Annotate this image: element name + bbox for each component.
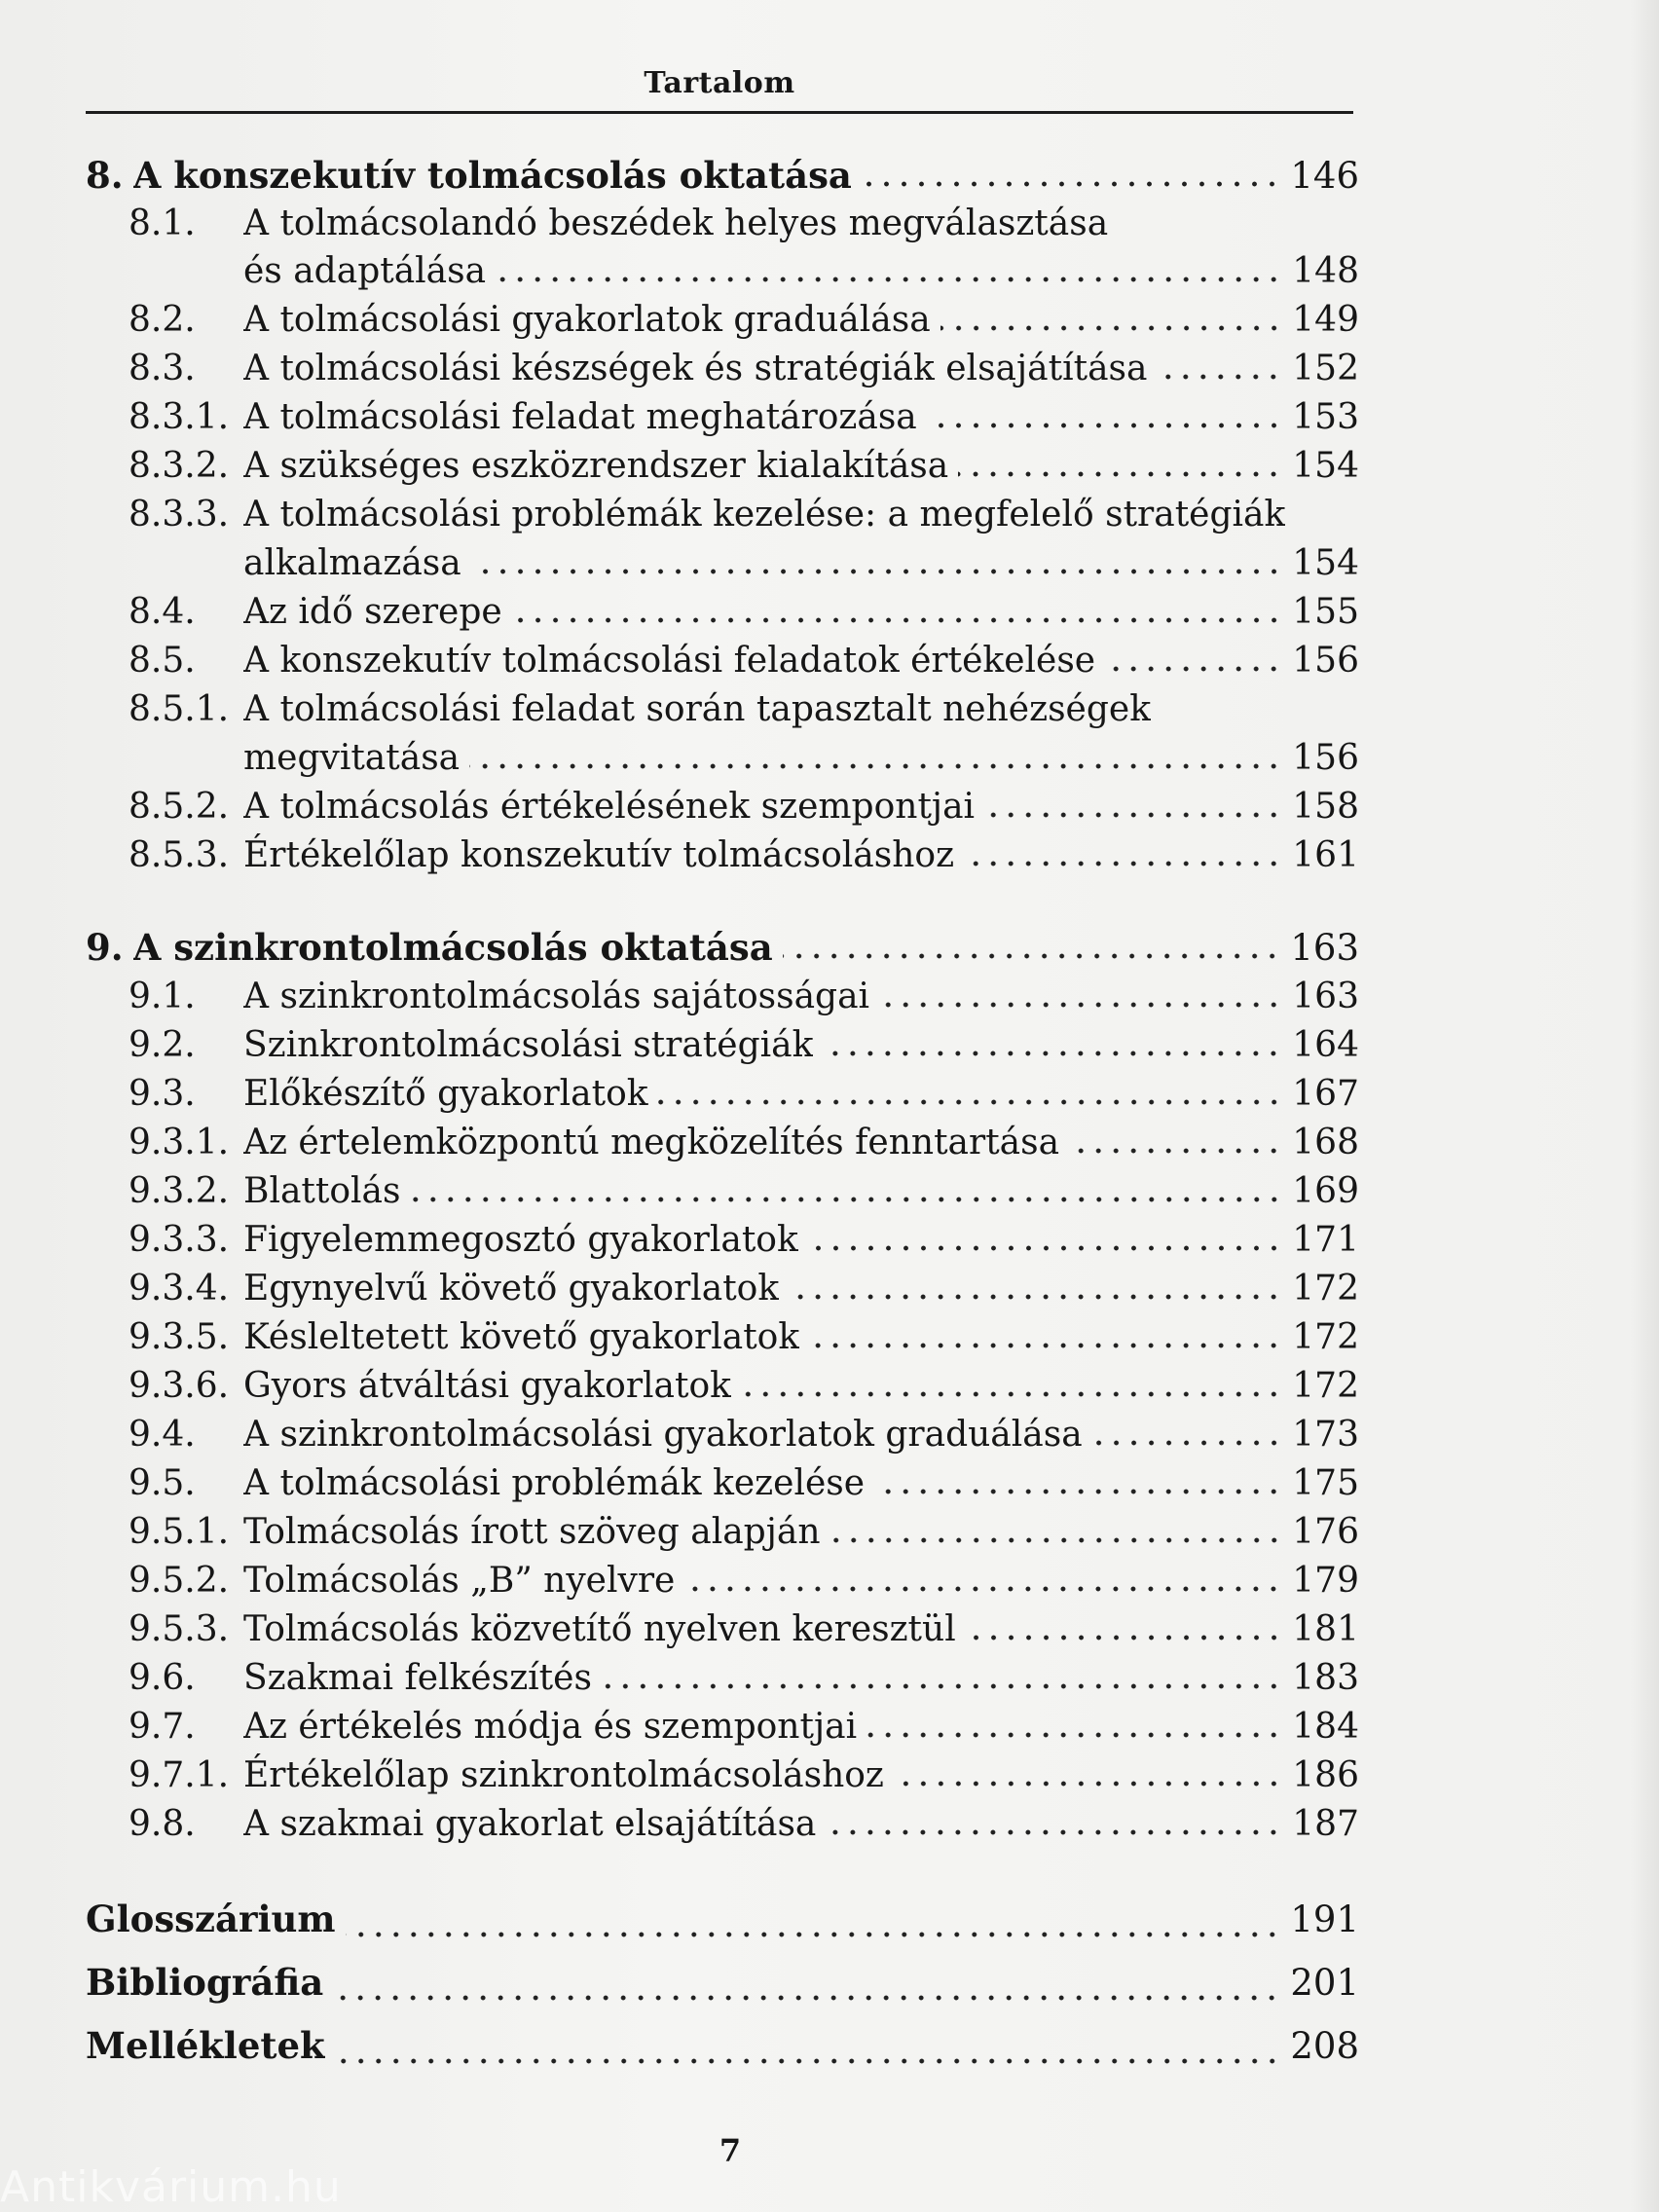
toc-page: 154	[1292, 543, 1359, 583]
toc-title: Előkészítő gyakorlatok	[243, 1074, 648, 1114]
toc-entry	[86, 783, 1359, 831]
toc-title: Glosszárium	[86, 1898, 336, 1940]
dot-leader	[789, 1294, 1282, 1300]
toc-entry	[86, 588, 1359, 637]
dot-leader	[684, 1586, 1282, 1592]
toc-entry	[86, 1021, 1359, 1070]
toc-title: A tolmácsolási problémák kezelése	[243, 1463, 866, 1503]
running-header: Tartalom	[644, 66, 795, 100]
toc-page: 172	[1292, 1317, 1359, 1357]
toc-number: 8.5.3.	[129, 835, 230, 875]
dot-leader	[469, 763, 1282, 769]
toc-title: A tolmácsolás értékelésének szempontjai	[243, 787, 976, 827]
toc-number: 8.5.	[129, 641, 196, 681]
toc-title: A szakmai gyakorlat elsajátítása	[243, 1804, 817, 1844]
toc-page: 156	[1292, 641, 1359, 681]
toc-entry	[86, 1751, 1359, 1800]
toc-page: 183	[1292, 1658, 1359, 1698]
toc-number: 9.4.	[129, 1415, 196, 1455]
dot-leader	[958, 471, 1282, 477]
dot-leader	[512, 617, 1283, 623]
toc-number: 9.3.5.	[129, 1317, 230, 1357]
toc-page: 152	[1292, 349, 1359, 388]
page-edge-shadow	[1630, 0, 1659, 2212]
toc-page: 163	[1290, 927, 1359, 969]
toc-title: Az idő szerepe	[243, 592, 502, 632]
dot-leader	[741, 1391, 1282, 1397]
toc-title: A tolmácsolási problémák kezelése: a megfelelő stratégiák	[243, 495, 1286, 535]
dot-leader	[783, 953, 1281, 959]
toc-entry	[86, 1411, 1359, 1459]
toc-entry	[86, 345, 1359, 393]
toc-title: Értékelőlap konszekutív tolmácsoláshoz	[243, 835, 955, 875]
dot-leader	[808, 1245, 1282, 1251]
toc-number: 8.3.2.	[129, 446, 230, 486]
toc-page: 179	[1292, 1561, 1359, 1601]
dot-leader	[471, 569, 1283, 574]
toc-title: Blattolás	[243, 1171, 401, 1211]
dot-leader	[411, 1197, 1283, 1202]
toc-entry	[86, 1605, 1359, 1654]
toc-entry	[86, 1313, 1359, 1362]
toc-title: A tolmácsolandó beszédek helyes megválasztása	[243, 203, 1109, 243]
toc-entry	[86, 491, 1359, 539]
toc-page: 169	[1292, 1171, 1359, 1211]
toc-entry	[86, 1216, 1359, 1265]
toc-page: 149	[1292, 300, 1359, 340]
toc-entry	[86, 637, 1359, 685]
dot-leader	[826, 1829, 1282, 1835]
toc-number: 9.7.1.	[129, 1755, 230, 1795]
toc-page: 173	[1292, 1415, 1359, 1455]
toc-entry-continuation	[86, 247, 1359, 296]
toc-title: A szinkrontolmácsolás oktatása	[132, 926, 773, 969]
toc-title: Egynyelvű követő gyakorlatok	[243, 1269, 780, 1309]
toc-entry	[86, 973, 1359, 1021]
dot-leader	[823, 1051, 1282, 1056]
toc-entry	[86, 1362, 1359, 1411]
toc-entry	[86, 393, 1359, 442]
toc-number: 9.3.1.	[129, 1123, 230, 1162]
toc-page: 161	[1292, 835, 1359, 875]
toc-title: A tolmácsolási készségek és stratégiák elsajátítása	[243, 349, 1148, 388]
watermark-text: Antikvárium.hu	[0, 2162, 342, 2212]
toc-entry-continuation	[86, 734, 1359, 783]
toc-number: 9.5.2.	[129, 1561, 230, 1601]
dot-leader	[866, 1732, 1282, 1738]
toc-number: 9.7.	[129, 1707, 196, 1747]
toc-number: 9.5.3.	[129, 1609, 230, 1649]
toc-title: A szükséges eszközrendszer kialakítása	[243, 446, 949, 486]
dot-leader	[874, 1489, 1282, 1494]
toc-entry	[86, 296, 1359, 345]
toc-page: 172	[1292, 1366, 1359, 1406]
dot-leader	[335, 2058, 1281, 2064]
toc-title: Gyors átváltási gyakorlatok	[243, 1366, 731, 1406]
dot-leader	[1069, 1148, 1282, 1154]
toc-number: 8.3.3.	[129, 495, 230, 535]
toc-page: 176	[1292, 1512, 1359, 1552]
dot-leader	[333, 1995, 1280, 2001]
toc-title-continuation: és adaptálása	[243, 251, 487, 291]
toc-appendices	[86, 2014, 1359, 2078]
dot-leader	[966, 1635, 1283, 1641]
toc-number: 9.5.	[129, 1463, 196, 1503]
toc-page: 146	[1290, 155, 1359, 197]
toc-title: A tolmácsolási feladat során tapasztalt nehézségek	[243, 689, 1152, 729]
toc-entry	[86, 201, 1359, 247]
toc-number: 9.2.	[129, 1025, 196, 1065]
toc-number: 8.5.1.	[129, 689, 230, 729]
dot-leader	[602, 1683, 1282, 1689]
toc-entry	[86, 1459, 1359, 1508]
toc-page: 168	[1292, 1123, 1359, 1162]
dot-leader	[809, 1343, 1282, 1348]
toc-entry	[86, 831, 1359, 880]
toc-number: 9.	[86, 926, 124, 969]
toc-page: 153	[1292, 397, 1359, 437]
toc-title: Bibliográfia	[86, 1961, 324, 2004]
toc-page: 191	[1290, 1899, 1359, 1940]
toc-title: Az értékelés módja és szempontjai	[243, 1707, 858, 1747]
toc-title: Tolmácsolás írott szöveg alapján	[243, 1512, 821, 1552]
toc-title: Mellékletek	[86, 2024, 325, 2067]
toc-title: A tolmácsolási feladat meghatározása	[243, 397, 917, 437]
toc-page: 184	[1292, 1707, 1359, 1747]
toc-page: 167	[1292, 1074, 1359, 1114]
toc-entry	[86, 1119, 1359, 1167]
toc-page: 154	[1292, 446, 1359, 486]
toc-number: 9.3.3.	[129, 1220, 230, 1260]
toc-number: 9.6.	[129, 1658, 196, 1698]
dot-leader	[346, 1932, 1281, 1937]
toc-title: Szakmai felkészítés	[243, 1658, 592, 1698]
toc-title: Figyelemmegosztó gyakorlatok	[243, 1220, 798, 1260]
toc-number: 9.3.	[129, 1074, 196, 1114]
dot-leader	[894, 1781, 1282, 1787]
toc-number: 9.3.6.	[129, 1366, 230, 1406]
toc-glossary	[86, 1888, 1359, 1951]
toc-page: 187	[1292, 1804, 1359, 1844]
toc-page: 181	[1292, 1609, 1359, 1649]
toc-entry	[86, 1070, 1359, 1119]
toc-number: 9.5.1.	[129, 1512, 230, 1552]
page-number: 7	[719, 2132, 742, 2169]
toc-chapter-8	[86, 151, 1359, 201]
toc-title: A szinkrontolmácsolás sajátosságai	[243, 977, 870, 1016]
toc-number: 8.2.	[129, 300, 196, 340]
dot-leader	[496, 276, 1282, 282]
dot-leader	[984, 812, 1282, 818]
toc-page: 163	[1292, 977, 1359, 1016]
table-of-contents	[86, 151, 1359, 2078]
dot-leader	[964, 861, 1282, 866]
toc-number: 8.3.	[129, 349, 196, 388]
toc-number: 8.1.	[129, 203, 196, 243]
toc-title: Tolmácsolás „B” nyelvre	[243, 1561, 676, 1601]
toc-number: 8.5.2.	[129, 787, 230, 827]
toc-number: 9.1.	[129, 977, 196, 1016]
toc-page: 201	[1290, 1962, 1359, 2004]
toc-entry	[86, 1167, 1359, 1216]
toc-page: 175	[1292, 1463, 1359, 1503]
toc-number: 9.3.4.	[129, 1269, 230, 1309]
toc-entry	[86, 1703, 1359, 1751]
toc-title-continuation: alkalmazása	[243, 543, 461, 583]
dot-leader	[927, 423, 1283, 428]
toc-number: 9.8.	[129, 1804, 196, 1844]
toc-title: A konszekutív tolmácsolás oktatása	[132, 154, 852, 197]
dot-leader	[1157, 374, 1282, 380]
toc-title-continuation: megvitatása	[243, 738, 461, 778]
toc-number: 8.4.	[129, 592, 196, 632]
toc-bibliography	[86, 1951, 1359, 2014]
toc-page: 148	[1292, 251, 1359, 291]
toc-title: Az értelemközpontú megközelítés fenntartása	[243, 1123, 1060, 1162]
toc-page: 172	[1292, 1269, 1359, 1309]
toc-entry	[86, 442, 1359, 491]
dot-leader	[658, 1099, 1283, 1105]
toc-page: 208	[1290, 2025, 1359, 2067]
toc-entry	[86, 1508, 1359, 1557]
toc-page: 158	[1292, 787, 1359, 827]
toc-number: 9.3.2.	[129, 1171, 230, 1211]
toc-entry	[86, 1800, 1359, 1849]
toc-page: 186	[1292, 1755, 1359, 1795]
toc-title: Késleltetett követő gyakorlatok	[243, 1317, 800, 1357]
toc-entry	[86, 685, 1359, 734]
toc-number: 8.	[86, 154, 124, 197]
dot-leader	[1105, 666, 1282, 672]
toc-page: 164	[1292, 1025, 1359, 1065]
dot-leader	[879, 1002, 1282, 1008]
toc-entry	[86, 1557, 1359, 1605]
toc-title: Szinkrontolmácsolási stratégiák	[243, 1025, 814, 1065]
header-rule	[86, 111, 1353, 114]
toc-title: Értékelőlap szinkrontolmácsoláshoz	[243, 1755, 884, 1795]
toc-title: A szinkrontolmácsolási gyakorlatok graduálása	[243, 1415, 1083, 1455]
toc-title: Tolmácsolás közvetítő nyelven keresztül	[243, 1609, 956, 1649]
toc-entry	[86, 1265, 1359, 1313]
toc-title: A konszekutív tolmácsolási feladatok értékelése	[243, 641, 1096, 681]
toc-number: 8.3.1.	[129, 397, 230, 437]
toc-entry	[86, 1654, 1359, 1703]
toc-page: 171	[1292, 1220, 1359, 1260]
toc-entry-continuation	[86, 539, 1359, 588]
toc-title: A tolmácsolási gyakorlatok graduálása	[243, 300, 931, 340]
toc-page: 155	[1292, 592, 1359, 632]
toc-page: 156	[1292, 738, 1359, 778]
dot-leader	[862, 181, 1281, 187]
toc-chapter-9	[86, 923, 1359, 973]
dot-leader	[940, 325, 1283, 331]
dot-leader	[1092, 1440, 1283, 1446]
dot-leader	[830, 1537, 1283, 1543]
